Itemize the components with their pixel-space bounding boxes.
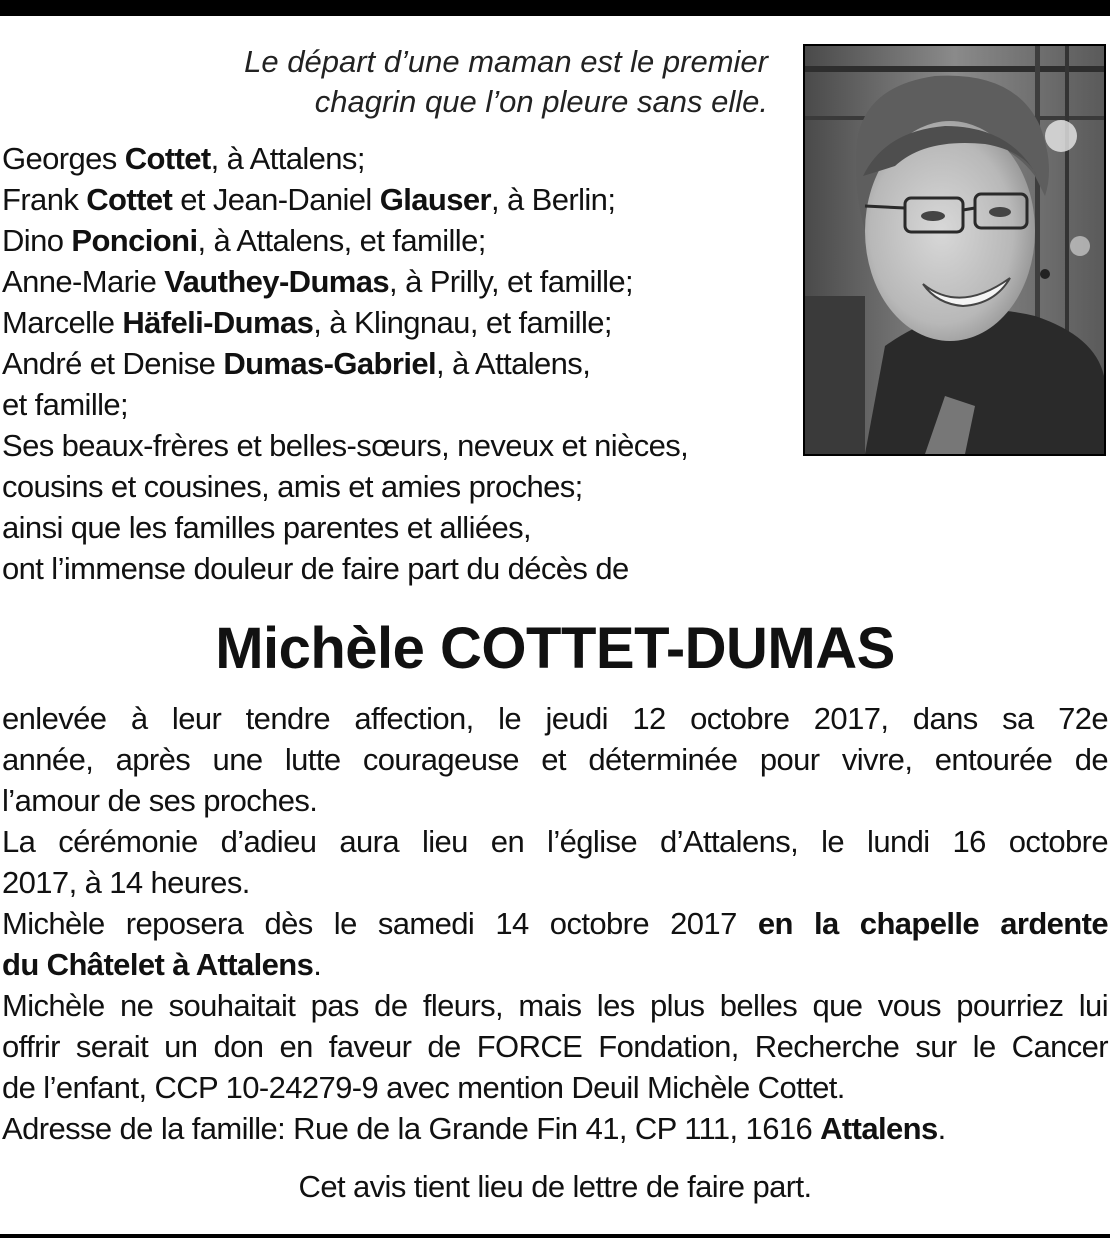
portrait-image: [805, 46, 1104, 454]
text: Dino: [2, 223, 72, 258]
surname: Vauthey-Dumas: [164, 264, 390, 299]
body-line: l’amour de ses proches.: [2, 783, 318, 818]
family-line: [2, 220, 792, 261]
text: Michèle reposera dès le samedi 14 octobre 2017: [2, 906, 758, 941]
epigraph-line: Le départ d’une maman est le premier: [244, 44, 768, 79]
surname: Dumas-Gabriel: [223, 346, 437, 381]
family-line: [2, 261, 792, 302]
text: .: [937, 1111, 946, 1146]
family-line: ont l’immense douleur de faire part du décès de: [2, 551, 629, 586]
body-line: [2, 903, 1108, 944]
surname: Cottet: [86, 182, 173, 217]
emphasis: en la chapelle ardente: [757, 906, 1108, 941]
body-line: La cérémonie d’adieu aura lieu en l’église d’Attalens, le lundi 16 octobre: [2, 824, 1108, 859]
text: , à Klingnau, et famille;: [313, 305, 612, 340]
deceased-name: Michèle COTTET-DUMAS: [215, 616, 895, 681]
epigraph-line: chagrin que l’on pleure sans elle.: [314, 84, 768, 119]
text: Frank: [2, 182, 87, 217]
body-line: [2, 1108, 1108, 1149]
family-line: et famille;: [2, 387, 129, 422]
body-line: offrir serait un don en faveur de FORCE Fondation, Recherche sur le Cancer: [2, 1029, 1108, 1064]
body-line: [2, 944, 1108, 985]
text: Georges: [2, 141, 125, 176]
body-line: 2017, à 14 heures.: [2, 865, 250, 900]
family-line: cousins et cousines, amis et amies proches;: [2, 469, 583, 504]
top-rule: [0, 0, 1110, 16]
closing-note: Cet avis tient lieu de lettre de faire part.: [298, 1169, 812, 1204]
text: , à Attalens, et famille;: [197, 223, 486, 258]
text: , à Attalens;: [210, 141, 365, 176]
family-line: [2, 179, 792, 220]
family-line: [2, 343, 792, 384]
text: , à Berlin;: [490, 182, 616, 217]
text: Adresse de la famille: Rue de la Grande Fin 41, CP 111, 1616: [2, 1111, 821, 1146]
body-line: de l’enfant, CCP 10-24279-9 avec mention Deuil Michèle Cottet.: [2, 1070, 845, 1105]
body-line: enlevée à leur tendre affection, le jeudi 12 octobre 2017, dans sa 72e: [2, 701, 1108, 736]
surname: Häfeli-Dumas: [122, 305, 314, 340]
bottom-rule: [0, 1234, 1110, 1238]
surname: Cottet: [124, 141, 211, 176]
portrait-photo: [803, 44, 1106, 456]
text: , à Attalens,: [436, 346, 591, 381]
body-line: Michèle ne souhaitait pas de fleurs, mais les plus belles que vous pourriez lui: [2, 988, 1108, 1023]
text: Marcelle: [2, 305, 123, 340]
emphasis: Attalens: [820, 1111, 938, 1146]
family-list: [2, 138, 792, 589]
family-line: Ses beaux-frères et belles-sœurs, neveux et nièces,: [2, 428, 689, 463]
family-line: [2, 138, 792, 179]
announcement-body: [2, 698, 1108, 1149]
text: , à Prilly, et famille;: [389, 264, 634, 299]
surname: Glauser: [379, 182, 491, 217]
text: André et Denise: [2, 346, 224, 381]
body-line: année, après une lutte courageuse et déterminée pour vivre, entourée de: [2, 742, 1108, 777]
epigraph: [0, 42, 768, 122]
emphasis: du Châtelet à Attalens: [2, 947, 314, 982]
family-line: [2, 302, 792, 343]
text: Anne-Marie: [2, 264, 165, 299]
text: et Jean-Daniel: [172, 182, 380, 217]
family-line: ainsi que les familles parentes et alliées,: [2, 510, 532, 545]
surname: Poncioni: [71, 223, 198, 258]
text: .: [313, 947, 322, 982]
